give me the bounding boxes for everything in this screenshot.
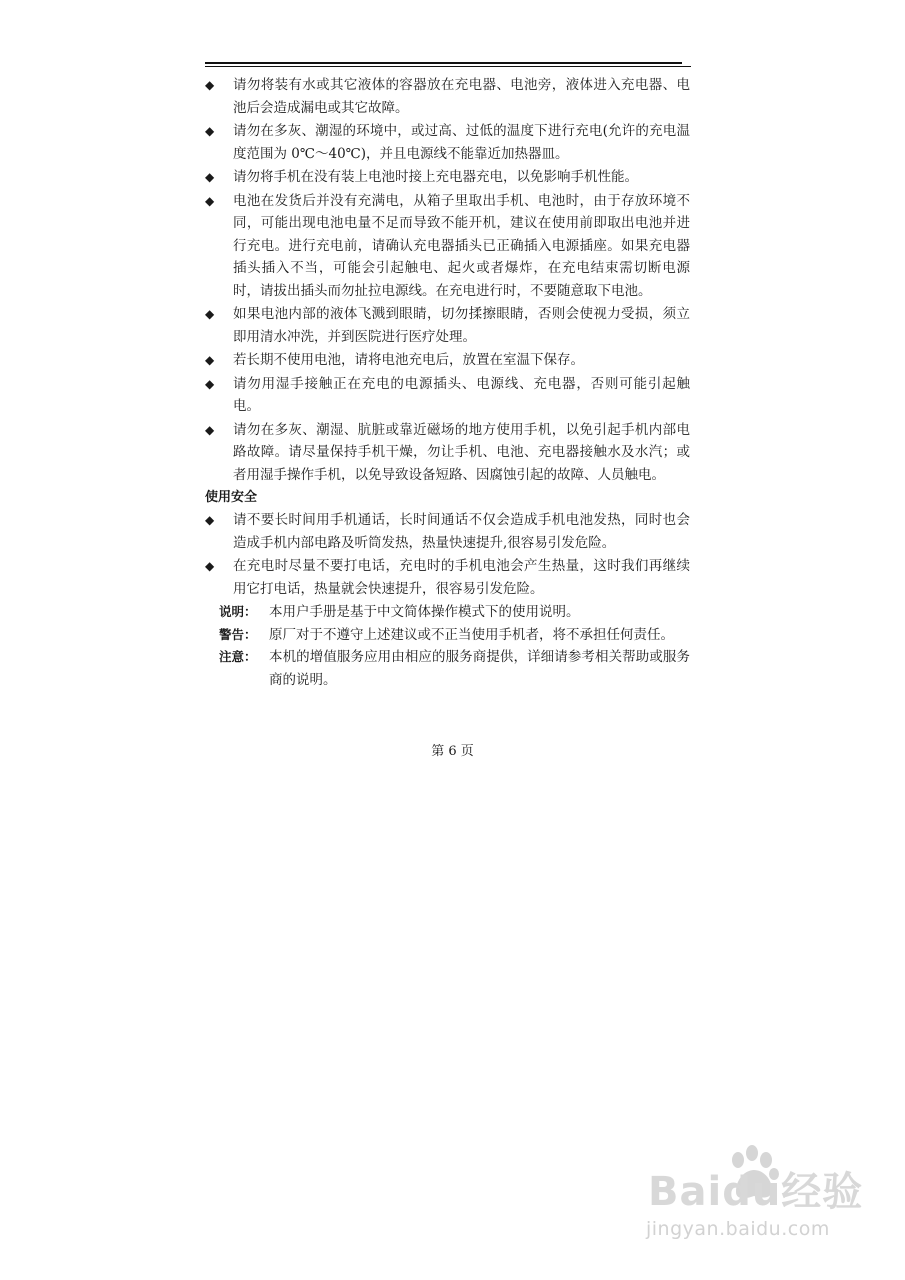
- precaution-text: 请勿用湿手接触正在充电的电源插头、电源线、充电器，否则可能引起触电。: [233, 375, 690, 414]
- note-label: 警告：: [219, 626, 257, 642]
- page-number: 第 6 页: [431, 744, 474, 759]
- diamond-bullet-icon: ◆: [205, 353, 215, 367]
- page-content: [205, 74, 690, 691]
- baidu-watermark: [640, 1140, 870, 1245]
- precaution-item: [205, 120, 690, 165]
- precaution-text: 请勿将装有水或其它液体的容器放在充电器、电池旁，液体进入充电器、电池后会造成漏电或其它故障。: [233, 77, 690, 116]
- note-text: 本机的增值服务应用由相应的服务商提供，详细请参考相关帮助或服务商的说明。: [269, 649, 690, 688]
- diamond-bullet-icon: ◆: [205, 376, 215, 391]
- precaution-item: [205, 419, 690, 487]
- precaution-text: 若长期不使用电池，请将电池充电后，放置在室温下保存。: [233, 352, 584, 368]
- header-rule-thick: [205, 62, 682, 64]
- note-explanation: [219, 601, 690, 624]
- precaution-text: 请勿将手机在没有装上电池时接上充电器充电，以免影响手机性能。: [233, 169, 638, 185]
- safety-text: 在充电时尽量不要打电话，充电时的手机电池会产生热量，这时我们再继续用它打电话，热量就会快速提升，很容易引发危险。: [233, 558, 690, 597]
- precaution-item: [205, 373, 690, 418]
- precaution-item: [205, 74, 690, 119]
- precaution-item: [205, 303, 690, 348]
- precaution-text: 请勿在多灰、潮湿、肮脏或靠近磁场的地方使用手机，以免引起手机内部电路故障。请尽量保持手机干燥，勿让手机、电池、充电器接触水及水汽；或者用湿手操作手机，以免导致设备短路、因腐蚀引起的故障、人员触电。: [233, 421, 690, 483]
- precaution-item: [205, 349, 690, 372]
- watermark-brand: Baidu经验: [648, 1169, 864, 1215]
- diamond-bullet-icon: ◆: [205, 422, 215, 437]
- diamond-bullet-icon: ◆: [205, 559, 215, 573]
- diamond-bullet-icon: ◆: [205, 124, 215, 138]
- note-label: 注意：: [219, 649, 257, 664]
- safety-item: [205, 509, 690, 554]
- safety-text: 请不要长时间用手机通话，长时间通话不仅会造成手机电池发热，同时也会造成手机内部电路及听筒发热，热量快速提升,很容易引发危险。: [233, 512, 690, 551]
- diamond-bullet-icon: ◆: [205, 170, 215, 184]
- precaution-item: [205, 190, 690, 303]
- note-warning: [219, 624, 690, 647]
- section-heading-safety: 使用安全: [205, 490, 258, 505]
- precaution-item: [205, 166, 690, 189]
- diamond-bullet-icon: ◆: [205, 193, 215, 208]
- watermark-url: jingyan.baidu.com: [646, 1218, 830, 1240]
- note-text: 原厂对于不遵守上述建议或不正当使用手机者，将不承担任何责任。: [269, 626, 674, 643]
- diamond-bullet-icon: ◆: [205, 307, 215, 321]
- note-text: 本用户手册是基于中文简体操作模式下的使用说明。: [269, 604, 580, 620]
- precaution-text: 请勿在多灰、潮湿的环境中，或过高、过低的温度下进行充电(允许的充电温度范围为 0℃～40℃)，并且电源线不能靠近加热器皿。: [233, 123, 690, 162]
- header-rule-thin: [205, 66, 691, 67]
- diamond-bullet-icon: ◆: [205, 513, 215, 527]
- note-attention: [219, 646, 690, 691]
- note-label: 说明：: [219, 604, 257, 619]
- diamond-bullet-icon: ◆: [205, 78, 215, 92]
- safety-item: [205, 555, 690, 600]
- precaution-text: 如果电池内部的液体飞溅到眼睛，切勿揉擦眼睛，否则会使视力受损，须立即用清水冲洗，并到医院进行医疗处理。: [233, 306, 690, 345]
- precaution-text: 电池在发货后并没有充满电，从箱子里取出手机、电池时，由于存放环境不同，可能出现电池电量不足而导致不能开机，建议在使用前即取出电池并进行充电。进行充电前，请确认充电器插头已正确插入电源插座。如果充电器插头插入不当，可能会引起触电、起火或者爆炸，在充电结束需切断电源时，请拔出插头而勿扯拉电源线。在充电进行时，不要随意取下电池。: [233, 192, 690, 299]
